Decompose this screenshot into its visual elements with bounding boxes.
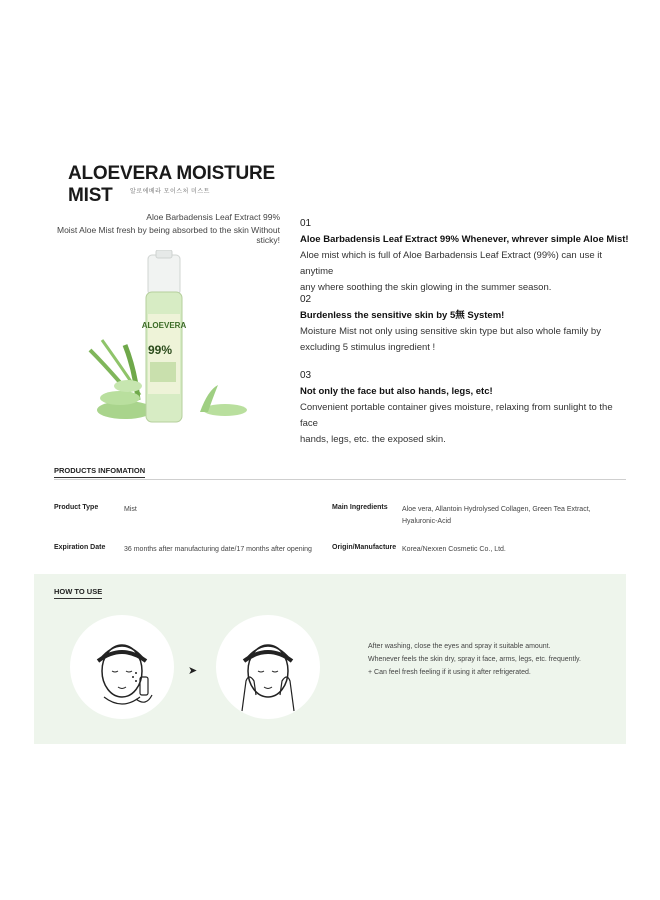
arrow-right-icon: ➤ [188, 665, 198, 677]
feature-number: 02 [300, 294, 312, 305]
instruction-line: Whenever feels the skin dry, spray it face, arms, legs, etc. frequently. [368, 656, 581, 663]
expiration-label: Expiration Date [54, 544, 106, 551]
extract-description: Moist Aloe Mist fresh by being absorbed to the skin Without sticky! [56, 225, 280, 245]
korean-subtitle: 알로에베라 모이스처 미스트 [130, 189, 210, 195]
divider [54, 479, 626, 480]
face-pat-icon [216, 615, 320, 719]
instruction-line: After washing, close the eyes and spray it suitable amount. [368, 643, 551, 650]
feature-number: 03 [300, 370, 312, 381]
how-to-use-title-text: HOW TO USE [54, 587, 102, 599]
main-ingredients-value: Aloe vera, Allantoin Hydrolysed Collagen, Green Tea Extract, [402, 506, 591, 513]
how-to-use-instructions [368, 640, 618, 679]
page-title: ALOEVERA MOISTURE MIST [68, 163, 276, 206]
bottle-percent: 99% [147, 343, 173, 357]
feature-body: Convenient portable container gives moisture, relaxing from sunlight to the face [300, 402, 613, 429]
feature-heading: Aloe Barbadensis Leaf Extract 99% Whenever, whrever simple Aloe Mist! [300, 234, 629, 245]
feature-body: Aloe mist which is full of Aloe Barbadensis Leaf Extract (99%) can use it anytime [300, 250, 603, 277]
feature-body: Moisture Mist not only using sensitive skin type but also whole family by [300, 326, 601, 337]
face-illustration-2 [216, 615, 320, 719]
how-to-use-title [54, 587, 102, 596]
face-spray-icon [70, 615, 174, 719]
instruction-line: + Can feel fresh feeling if it using it after refrigerated. [368, 669, 531, 676]
feature-number: 01 [300, 218, 312, 229]
extract-headline: Aloe Barbadensis Leaf Extract 99% [146, 212, 280, 222]
feature-body: excluding 5 stimulus ingredient ! [300, 342, 436, 353]
main-ingredients-value-2: Hyaluronic-Acid [402, 518, 452, 525]
product-type-value: Mist [124, 506, 137, 513]
feature-1 [300, 216, 630, 296]
products-info-title [54, 466, 145, 475]
expiration-value: 36 months after manufacturing date/17 months after opening [124, 546, 312, 553]
products-info-title-text: PRODUCTS INFOMATION [54, 466, 145, 478]
feature-heading: Burdenless the sensitive skin by 5無 System! [300, 310, 505, 321]
feature-body: hands, legs, etc. the exposed skin. [300, 434, 446, 445]
face-illustration-1 [70, 615, 174, 719]
feature-heading: Not only the face but also hands, legs, etc! [300, 386, 493, 397]
bottle-brand: ALOEVERA [141, 321, 187, 330]
feature-2 [300, 292, 630, 356]
origin-value: Korea/Nexxen Cosmetic Co., Ltd. [402, 546, 506, 553]
feature-body: any where soothing the skin glowing in the summer season. [300, 282, 552, 293]
origin-label: Origin/Manufacture [332, 544, 397, 551]
product-image [80, 250, 260, 430]
main-ingredients-label: Main Ingredients [332, 504, 388, 511]
feature-3 [300, 368, 630, 448]
product-type-label: Product Type [54, 504, 99, 511]
